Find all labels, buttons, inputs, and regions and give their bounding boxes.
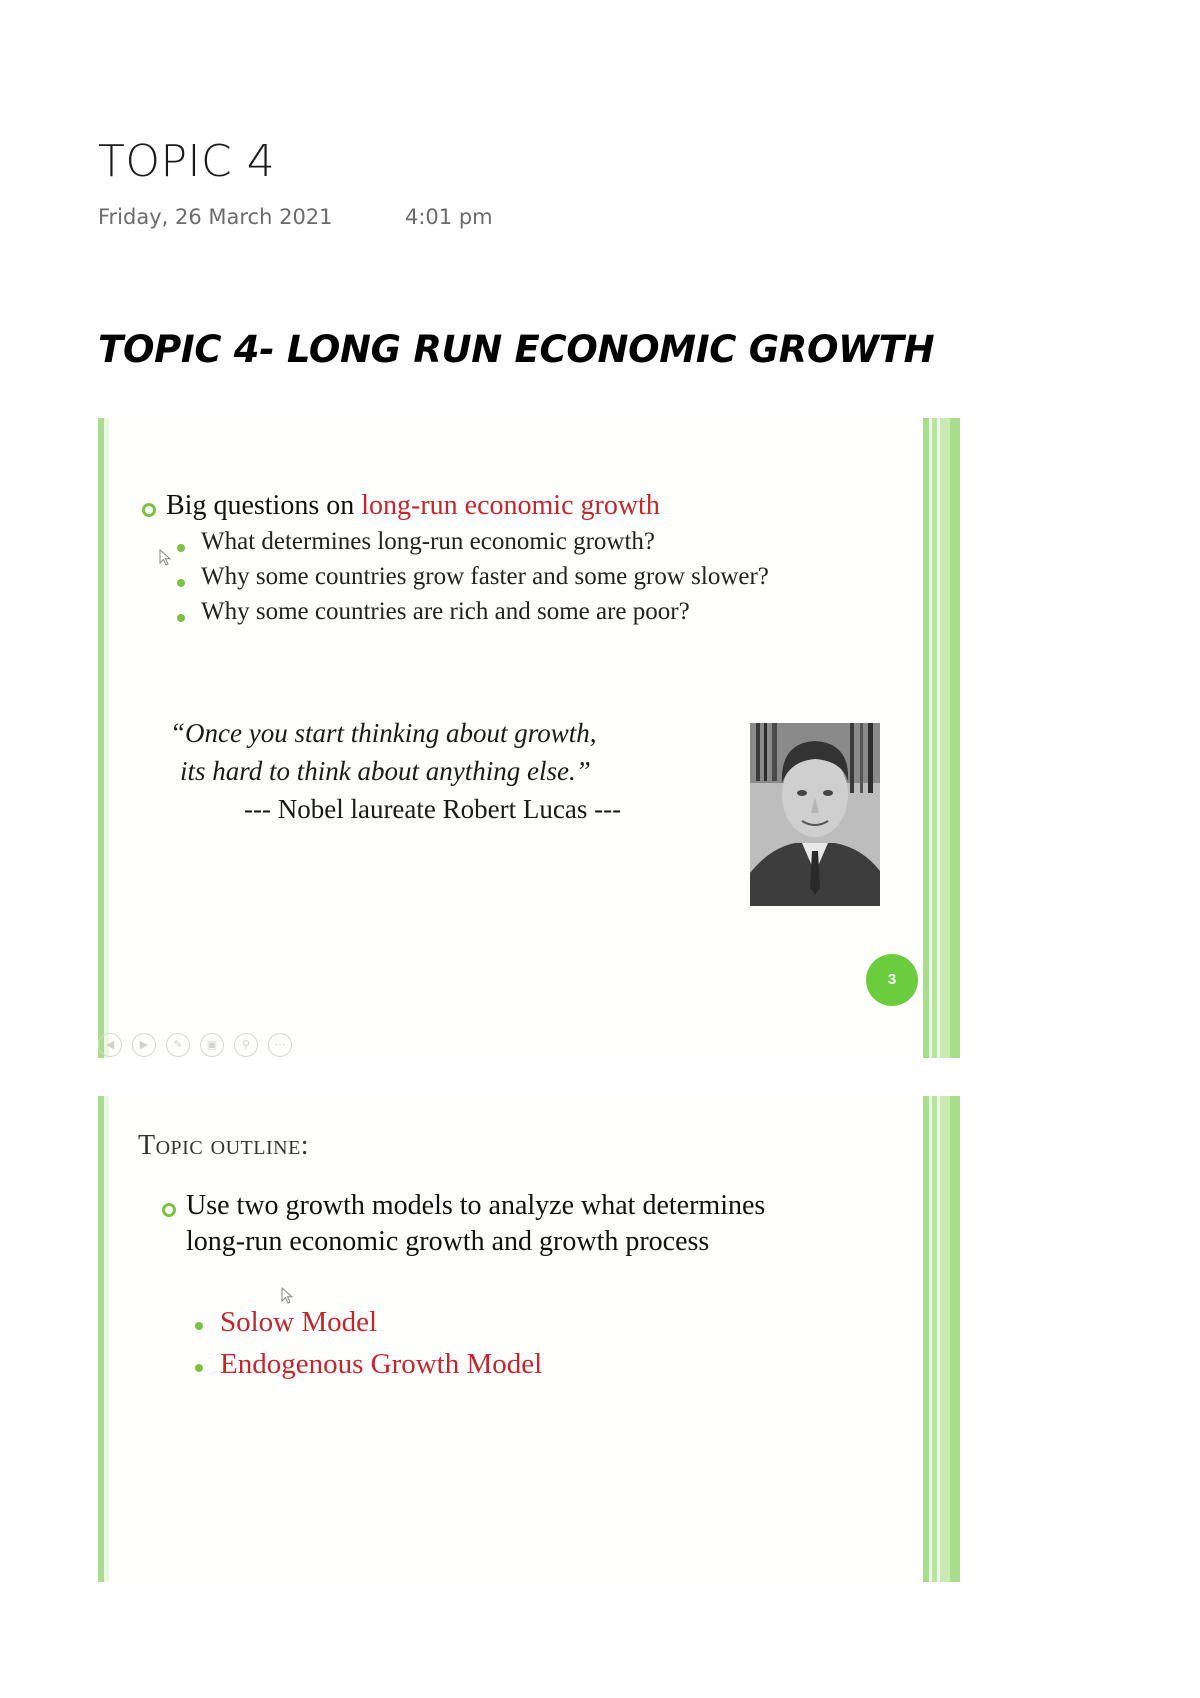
bullet-icon	[142, 503, 156, 517]
slide1-accent-text: long-run economic growth	[361, 490, 660, 521]
page-title: TOPIC 4	[98, 136, 276, 187]
slide-number-badge: 3	[866, 954, 918, 1006]
bullet-icon	[177, 579, 185, 587]
slide1-question: Why some countries are rich and some are poor?	[201, 598, 690, 625]
slide2-title: Topic outline:	[138, 1130, 310, 1161]
next-icon[interactable]: ▶	[132, 1033, 156, 1057]
slide1-main-point: Big questions on long-run economic growth	[166, 490, 660, 521]
mouse-cursor-icon	[159, 549, 173, 567]
quote-attribution: --- Nobel laureate Robert Lucas ---	[244, 794, 622, 824]
quote-line: “Once you start thinking about growth,	[170, 718, 597, 748]
bullet-icon	[195, 1364, 203, 1372]
model-item: Solow Model	[220, 1306, 378, 1338]
more-icon[interactable]: ⋯	[268, 1033, 292, 1057]
page-date: Friday, 26 March 2021	[98, 205, 333, 229]
slide-right-bars	[918, 1096, 960, 1582]
section-heading: TOPIC 4- LONG RUN ECONOMIC GROWTH	[98, 328, 935, 371]
slides-icon[interactable]: ▣	[200, 1033, 224, 1057]
slide2-main-point-cont: long-run economic growth and growth process	[186, 1226, 710, 1257]
robert-lucas-photo	[750, 723, 880, 906]
bullet-icon	[195, 1322, 203, 1330]
page-time: 4:01 pm	[405, 205, 493, 229]
bullet-icon	[177, 544, 185, 552]
slide1-question: Why some countries grow faster and some grow slower?	[201, 563, 769, 590]
slide1-question: What determines long-run economic growth?	[201, 528, 656, 555]
model-item: Endogenous Growth Model	[220, 1348, 543, 1380]
zoom-icon[interactable]: ⚲	[234, 1033, 258, 1057]
slide-image-1	[98, 418, 960, 1058]
mouse-cursor-icon	[281, 1287, 295, 1305]
bullet-icon	[177, 614, 185, 622]
slide-image-2	[98, 1096, 960, 1582]
quote-line: its hard to think about anything else.”	[180, 756, 591, 786]
slideshow-controls	[98, 1033, 292, 1057]
slide2-main-point: Use two growth models to analyze what determines	[186, 1190, 766, 1221]
pen-icon[interactable]: ✎	[166, 1033, 190, 1057]
bullet-icon	[162, 1203, 176, 1217]
previous-icon[interactable]: ◀	[98, 1033, 122, 1057]
slide-right-bars	[918, 418, 960, 1058]
